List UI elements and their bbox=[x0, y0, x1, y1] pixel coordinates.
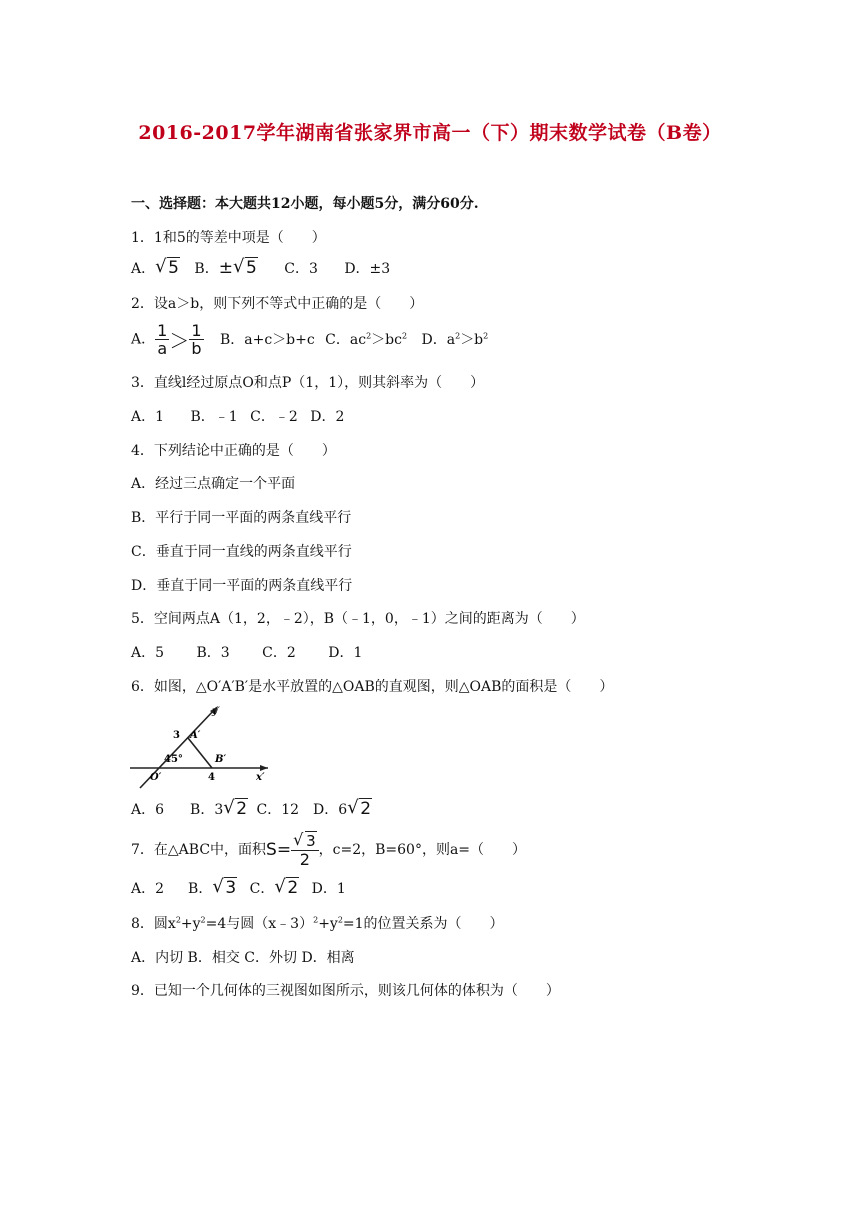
question-6-options bbox=[131, 799, 372, 819]
q1-option-b-label: B． bbox=[194, 261, 219, 277]
question-8-options: A．内切 B．相交 C．外切 D．相离 bbox=[131, 950, 355, 966]
q1-option-b-pm: ± bbox=[218, 258, 233, 278]
q7-option-c-sqrt: √ 2 bbox=[274, 876, 299, 898]
q2-gt-sign: ＞ bbox=[169, 329, 190, 353]
question-6-stem: 6．如图，△O′A′B′是水平放置的△OAB的直观图，则△OAB的面积是（ ） bbox=[131, 679, 614, 695]
question-2-stem: 2．设a＞b，则下列不等式中正确的是（ ） bbox=[131, 296, 424, 312]
q6-option-b-sqrt: √ 2 bbox=[223, 797, 248, 819]
q6-option-a: A．6 bbox=[131, 802, 165, 818]
question-1-options bbox=[131, 258, 390, 278]
label-b: B′ bbox=[215, 754, 227, 765]
q5-option-d: D．1 bbox=[328, 645, 363, 661]
x-axis-arrow bbox=[260, 765, 268, 771]
q2-option-b: B．a+c＞b+c bbox=[219, 331, 315, 348]
question-3-stem: 3．直线l经过原点O和点P（1，1），则其斜率为（ ） bbox=[131, 375, 485, 391]
q4-option-c: C．垂直于同一直线的两条直线平行 bbox=[131, 544, 352, 560]
q3-option-d: D．2 bbox=[310, 409, 345, 425]
q5-option-b: B．3 bbox=[196, 645, 230, 661]
segment-a-b bbox=[188, 738, 212, 768]
q4-option-d: D．垂直于同一平面的两条直线平行 bbox=[131, 578, 353, 594]
q1-option-c: C．3 bbox=[284, 261, 318, 277]
q7-option-c-label: C． bbox=[249, 881, 275, 897]
q1-option-a-sqrt: √ 5 bbox=[155, 256, 179, 278]
q4-option-b: B．平行于同一平面的两条直线平行 bbox=[131, 510, 352, 526]
q2-option-c: C．$ac^2>bc^2$ bbox=[325, 330, 408, 348]
q2-fraction-1-over-b: $\frac{1}{b}$ bbox=[191, 321, 202, 358]
question-8-stem: 8．圆$x^2+y^2=4$与圆$(x﹣3)^2+y^2=1$的位置关系为（ ） bbox=[131, 915, 504, 932]
question-5-options bbox=[131, 642, 376, 662]
question-7-options bbox=[131, 878, 346, 898]
exam-title: 2016-2017学年湖南省张家界市高一（下）期末数学试卷（B卷） bbox=[138, 122, 722, 144]
q7-option-b-sqrt: √ 3 bbox=[212, 876, 237, 898]
q7-option-b-label: B． bbox=[188, 881, 213, 897]
q7-option-d: D．1 bbox=[311, 881, 346, 897]
question-4-stem: 4．下列结论中正确的是（ ） bbox=[131, 443, 336, 459]
question-5-stem: 5．空间两点A（1，2，﹣2），B（﹣1，0，﹣1）之间的距离为（ ） bbox=[131, 611, 585, 627]
q4-option-a: A．经过三点确定一个平面 bbox=[131, 476, 296, 492]
q1-option-d: D．±3 bbox=[344, 261, 391, 277]
q2-fraction-1-over-a: $\frac{1}{a}$ bbox=[157, 321, 168, 358]
q6-option-b-label: B．3 bbox=[190, 802, 224, 818]
question-9-stem: 9．已知一个几何体的三视图如图所示，则该几何体的体积为（ ） bbox=[131, 983, 560, 999]
question-2-options bbox=[131, 322, 488, 357]
q1-option-b-sqrt: √ 5 bbox=[232, 256, 257, 278]
label-3: 3 bbox=[173, 730, 180, 741]
q5-option-a: A．5 bbox=[131, 645, 165, 661]
label-45: 45° bbox=[164, 754, 183, 765]
q6-option-d-label: D．6 bbox=[313, 802, 348, 818]
q3-option-b: B．﹣1 bbox=[190, 409, 238, 425]
q2-option-a-label: A． bbox=[131, 331, 156, 348]
question-7-stem: 7．在△ABC中，面积S= √ 3 2 ，c=2，B=60°，则a=（ ） bbox=[131, 830, 527, 869]
label-4: 4 bbox=[208, 772, 215, 783]
label-a: A′ bbox=[190, 730, 201, 741]
label-x: x′ bbox=[256, 772, 265, 783]
label-o: O′ bbox=[150, 772, 162, 783]
q1-option-a-label: A． bbox=[131, 261, 156, 277]
question-3-options bbox=[131, 406, 358, 426]
question-1-stem: 1．1和5的等差中项是（ ） bbox=[131, 230, 326, 246]
q3-option-c: C．﹣2 bbox=[250, 409, 298, 425]
q3-option-a: A．1 bbox=[131, 409, 165, 425]
q7-option-a: A．2 bbox=[131, 881, 165, 897]
q6-oblique-view-figure bbox=[126, 700, 271, 790]
q7-area-symbol: S= bbox=[266, 840, 292, 860]
label-y: y′ bbox=[212, 706, 220, 717]
q6-option-d-sqrt: √ 2 bbox=[347, 797, 372, 819]
q5-option-c: C．2 bbox=[262, 645, 296, 661]
section-heading: 一、选择题：本大题共12小题，每小题5分，满分60分. bbox=[131, 196, 479, 212]
q6-option-c: C．12 bbox=[256, 802, 300, 818]
q7-fraction-sqrt3-over-2: √ 3 2 bbox=[291, 832, 319, 868]
q2-option-d: D．$a^2>b^2$ bbox=[421, 330, 489, 348]
